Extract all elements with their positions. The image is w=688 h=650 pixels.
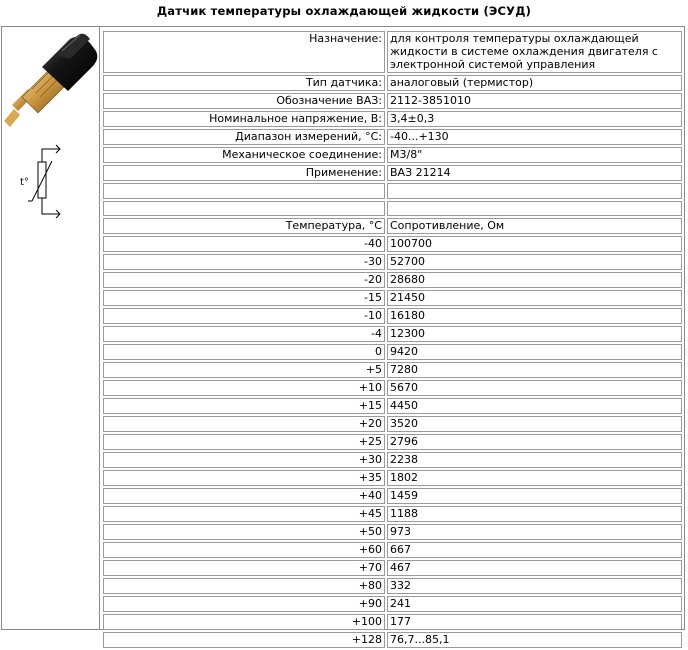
table-row-label: +70 — [103, 560, 385, 576]
table-row-value: 9420 — [387, 344, 682, 360]
table-row-value: 28680 — [387, 272, 682, 288]
spec-row-label: Диапазон измерений, °С: — [103, 129, 385, 145]
blank-row-label — [103, 201, 385, 216]
spec-row-value: аналоговый (термистор) — [387, 75, 682, 91]
table-row-label: +80 — [103, 578, 385, 594]
table-row-value: 241 — [387, 596, 682, 612]
table-row-value: 1459 — [387, 488, 682, 504]
table-row — [103, 398, 682, 414]
table-row — [103, 308, 682, 324]
table-row-value: 100700 — [387, 236, 682, 252]
table-row-label: -20 — [103, 272, 385, 288]
table-header-row-value: Сопротивление, Ом — [387, 218, 682, 234]
spec-row-value: для контроля температуры охлаждающей жидкости в системе охлаждения двигателя с электронной системой управления — [387, 31, 682, 73]
table-row-label: +5 — [103, 362, 385, 378]
table-row-label: -40 — [103, 236, 385, 252]
table-row — [103, 560, 682, 576]
table-row — [103, 488, 682, 504]
table-row-label: +100 — [103, 614, 385, 630]
spec-row — [103, 147, 682, 163]
column-separator — [99, 27, 100, 629]
table-row — [103, 326, 682, 342]
table-row — [103, 362, 682, 378]
table-row — [103, 452, 682, 468]
table-row-label: +90 — [103, 596, 385, 612]
table-row-label: +50 — [103, 524, 385, 540]
table-row-value: 1188 — [387, 506, 682, 522]
spec-row — [103, 75, 682, 91]
blank-row-value — [387, 183, 682, 199]
table-row-label: +45 — [103, 506, 385, 522]
table-row — [103, 470, 682, 486]
thermistor-symbol-icon — [2, 137, 99, 237]
spec-row-value: М3/8" — [387, 147, 682, 163]
table-row-label: +30 — [103, 452, 385, 468]
blank-row — [103, 201, 682, 216]
spec-row — [103, 129, 682, 145]
table-row-label: 0 — [103, 344, 385, 360]
table-row-label: +60 — [103, 542, 385, 558]
table-row-label: +128 — [103, 632, 385, 648]
table-row-label: +40 — [103, 488, 385, 504]
table-row — [103, 380, 682, 396]
table-row — [103, 506, 682, 522]
table-row-value: 667 — [387, 542, 682, 558]
table-row — [103, 578, 682, 594]
spec-row-value: 3,4±0,3 — [387, 111, 682, 127]
blank-row-value — [387, 201, 682, 216]
table-row-label: +15 — [103, 398, 385, 414]
table-row-value: 467 — [387, 560, 682, 576]
table-row-value: 5670 — [387, 380, 682, 396]
thermistor-label: t° — [20, 177, 29, 188]
table-row — [103, 632, 682, 648]
table-row-value: 1802 — [387, 470, 682, 486]
table-row — [103, 344, 682, 360]
blank-row-label — [103, 183, 385, 199]
table-header-row-label: Температура, °С — [103, 218, 385, 234]
table-row — [103, 290, 682, 306]
table-row — [103, 596, 682, 612]
spec-row-label: Тип датчика: — [103, 75, 385, 91]
spec-row-value: -40...+130 — [387, 129, 682, 145]
spec-row-label: Назначение: — [103, 31, 385, 73]
image-column — [2, 27, 99, 629]
table-row-value: 177 — [387, 614, 682, 630]
spec-row — [103, 93, 682, 109]
table-header-row — [103, 218, 682, 234]
table-row — [103, 254, 682, 270]
table-row — [103, 434, 682, 450]
table-row-label: +25 — [103, 434, 385, 450]
table-row — [103, 416, 682, 432]
spec-row — [103, 165, 682, 181]
spec-row — [103, 111, 682, 127]
table-row — [103, 524, 682, 540]
table-row-label: -10 — [103, 308, 385, 324]
sensor-body — [4, 34, 97, 127]
spec-table — [101, 29, 684, 650]
table-row-value: 76,7...85,1 — [387, 632, 682, 648]
table-row-value: 2238 — [387, 452, 682, 468]
table-row — [103, 542, 682, 558]
table-row-value: 3520 — [387, 416, 682, 432]
spec-row-value: 2112-3851010 — [387, 93, 682, 109]
spec-row — [103, 31, 682, 73]
table-row-label: +35 — [103, 470, 385, 486]
spec-row-label: Номинальное напряжение, В: — [103, 111, 385, 127]
table-row-label: +10 — [103, 380, 385, 396]
table-row-value: 2796 — [387, 434, 682, 450]
table-row-label: -4 — [103, 326, 385, 342]
table-row-value: 16180 — [387, 308, 682, 324]
spec-row-label: Применение: — [103, 165, 385, 181]
table-row-label: -15 — [103, 290, 385, 306]
spec-row-label: Механическое соединение: — [103, 147, 385, 163]
page-title: Датчик температуры охлаждающей жидкости (ЭСУД) — [156, 4, 532, 18]
table-row-value: 4450 — [387, 398, 682, 414]
table-row-value: 332 — [387, 578, 682, 594]
table-row-value: 52700 — [387, 254, 682, 270]
table-row-value: 12300 — [387, 326, 682, 342]
table-row-label: -30 — [103, 254, 385, 270]
table-row-value: 21450 — [387, 290, 682, 306]
table-row — [103, 614, 682, 630]
table-row-label: +20 — [103, 416, 385, 432]
table-row-value: 973 — [387, 524, 682, 540]
table-row-value: 7280 — [387, 362, 682, 378]
table-row — [103, 272, 682, 288]
table-row — [103, 236, 682, 252]
blank-row — [103, 183, 682, 199]
spec-row-label: Обозначение ВАЗ: — [103, 93, 385, 109]
spec-row-value: ВАЗ 21214 — [387, 165, 682, 181]
